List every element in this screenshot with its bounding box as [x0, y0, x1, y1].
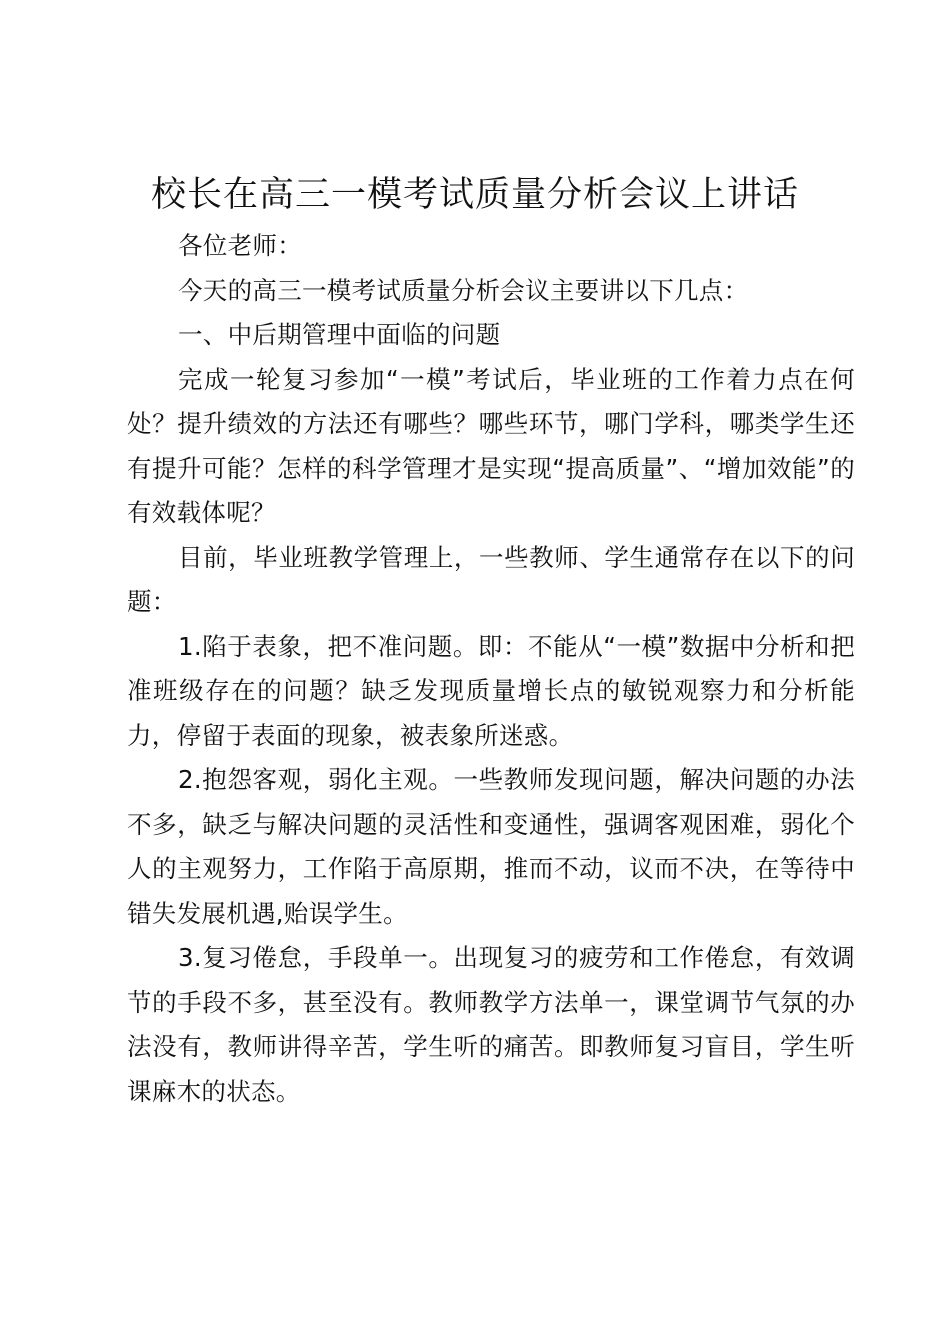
list-item-1: 1.陷于表象，把不准问题。即：不能从“一模”数据中分析和把准班级存在的问题？缺乏发现质量增长点的敏锐观察力和分析能力，停留于表面的现象，被表象所迷惑。 [127, 631, 855, 750]
document-body [127, 224, 855, 1114]
section-heading: 一、中后期管理中面临的问题 [178, 320, 501, 349]
list-item-3: 3.复习倦怠，手段单一。出现复习的疲劳和工作倦怠，有效调节的手段不多，甚至没有。教师教学方法单一，课堂调节气氛的办法没有，教师讲得辛苦，学生听的痛苦。即教师复习盲目，学生听课麻木的状态。 [127, 943, 855, 1106]
intro-paragraph: 今天的高三一模考试质量分析会议主要讲以下几点： [178, 275, 749, 305]
salutation: 各位老师： [178, 231, 302, 260]
body-paragraph: 目前，毕业班教学管理上，一些教师、学生通常存在以下的问题： [127, 542, 855, 616]
body-paragraph: 完成一轮复习参加“一模”考试后，毕业班的工作着力点在何处？提升绩效的方法还有哪些？哪些环节，哪门学科，哪类学生还有提升可能？怎样的科学管理才是实现“提高质量”、“增加效能”的有效载体呢？ [127, 364, 855, 527]
list-item-2: 2.抱怨客观，弱化主观。一些教师发现问题，解决问题的办法不多，缺乏与解决问题的灵活性和变通性，强调客观困难，弱化个人的主观努力，工作陷于高原期，推而不动，议而不决，在等待中错失发展机遇,贻误学生。 [127, 765, 855, 928]
document-title: 校长在高三一模考试质量分析会议上讲话 [150, 175, 799, 215]
